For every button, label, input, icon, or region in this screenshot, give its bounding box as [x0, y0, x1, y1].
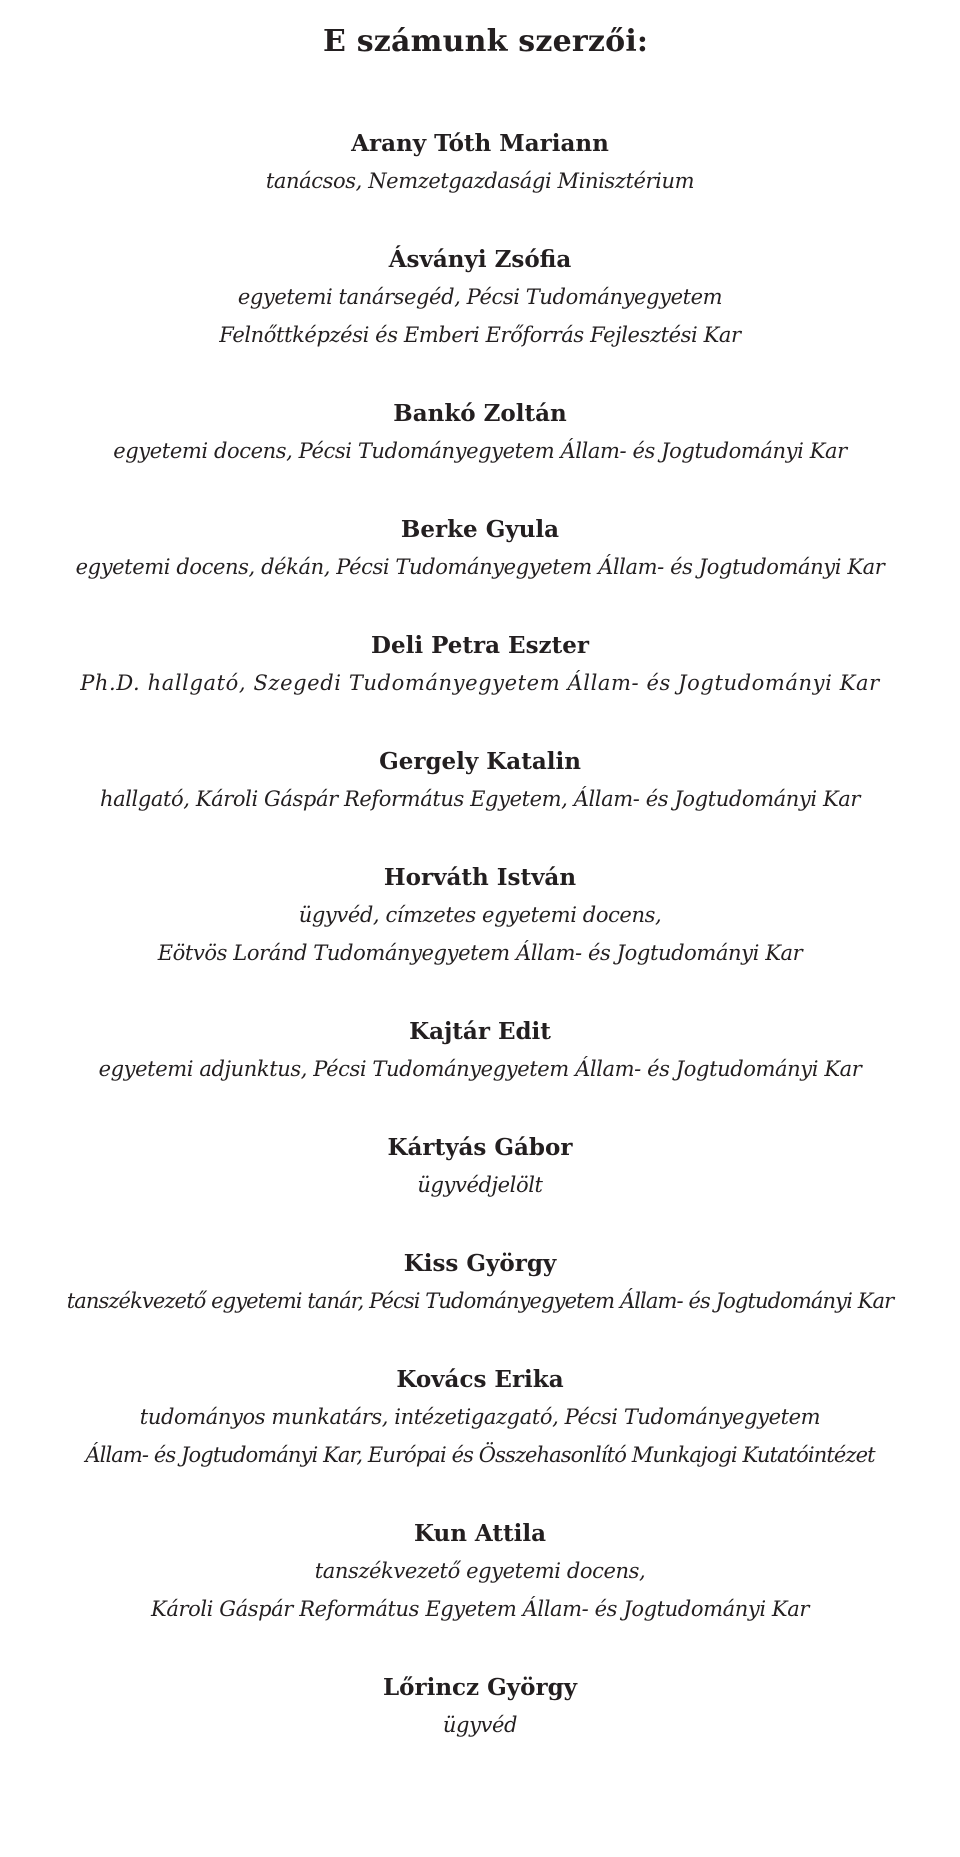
author-affiliation: egyetemi adjunktus, Pécsi Tudományegyetem Állam- és Jogtudományi Kar: [98, 1057, 862, 1081]
author-entry: [0, 628, 960, 702]
author-name: Kártyás Gábor: [387, 1134, 573, 1161]
author-name: Arany Tóth Mariann: [351, 130, 609, 157]
author-name: Kajtár Edit: [409, 1018, 551, 1045]
page-title: E számunk szerzői:: [323, 24, 649, 60]
author-entry: [0, 1130, 960, 1204]
author-affiliation: tudományos munkatárs, intézetigazgató, Pécsi Tudományegyetem: [139, 1405, 821, 1429]
author-affiliation: hallgató, Károli Gáspár Református Egyetem, Állam- és Jogtudományi Kar: [99, 787, 861, 811]
author-affiliation: Állam- és Jogtudományi Kar, Európai és Összehasonlító Munkajogi Kutatóintézet: [85, 1443, 875, 1467]
author-affiliation: ügyvédjelölt: [417, 1173, 543, 1197]
author-affiliation: tanszékvezető egyetemi tanár, Pécsi Tudományegyetem Állam- és Jogtudományi Kar: [66, 1289, 894, 1313]
author-entry: [0, 512, 960, 586]
author-affiliation: egyetemi docens, dékán, Pécsi Tudományegyetem Állam- és Jogtudományi Kar: [75, 555, 885, 579]
author-affiliation: egyetemi docens, Pécsi Tudományegyetem Állam- és Jogtudományi Kar: [113, 439, 847, 463]
author-name: Bankó Zoltán: [393, 400, 567, 427]
author-entry: [0, 1362, 960, 1474]
author-affiliation: Felnőttképzési és Emberi Erőforrás Fejlesztési Kar: [219, 323, 741, 347]
author-name: Kiss György: [403, 1250, 557, 1277]
author-name: Horváth István: [383, 864, 577, 891]
author-affiliation: ügyvéd, címzetes egyetemi docens,: [298, 903, 662, 927]
author-name: Kovács Erika: [396, 1366, 564, 1393]
author-name: Ásványi Zsófia: [388, 246, 572, 273]
author-entry: [0, 744, 960, 818]
author-affiliation: ügyvéd: [442, 1713, 518, 1737]
author-affiliation: egyetemi tanársegéd, Pécsi Tudományegyetem: [237, 285, 723, 309]
author-entry: [0, 242, 960, 354]
author-entry: [0, 860, 960, 972]
author-affiliation: Eötvös Loránd Tudományegyetem Állam- és Jogtudományi Kar: [157, 941, 803, 965]
author-name: Deli Petra Eszter: [371, 632, 589, 659]
author-affiliation: Ph.D. hallgató, Szegedi Tudományegyetem Állam- és Jogtudományi Kar: [80, 671, 880, 695]
author-entry: [0, 396, 960, 470]
author-name: Berke Gyula: [400, 516, 560, 543]
author-entry: [0, 126, 960, 200]
author-entry: [0, 1246, 960, 1320]
author-list: [0, 126, 960, 1786]
author-affiliation: tanácsos, Nemzetgazdasági Minisztérium: [265, 169, 695, 193]
author-entry: [0, 1014, 960, 1088]
author-entry: [0, 1670, 960, 1744]
author-name: Gergely Katalin: [379, 748, 581, 775]
author-name: Kun Attila: [413, 1520, 546, 1547]
author-entry: [0, 1516, 960, 1628]
author-name: Lőrincz György: [382, 1674, 578, 1701]
author-affiliation: tanszékvezető egyetemi docens,: [314, 1559, 646, 1583]
author-affiliation: Károli Gáspár Református Egyetem Állam- és Jogtudományi Kar: [151, 1597, 809, 1621]
